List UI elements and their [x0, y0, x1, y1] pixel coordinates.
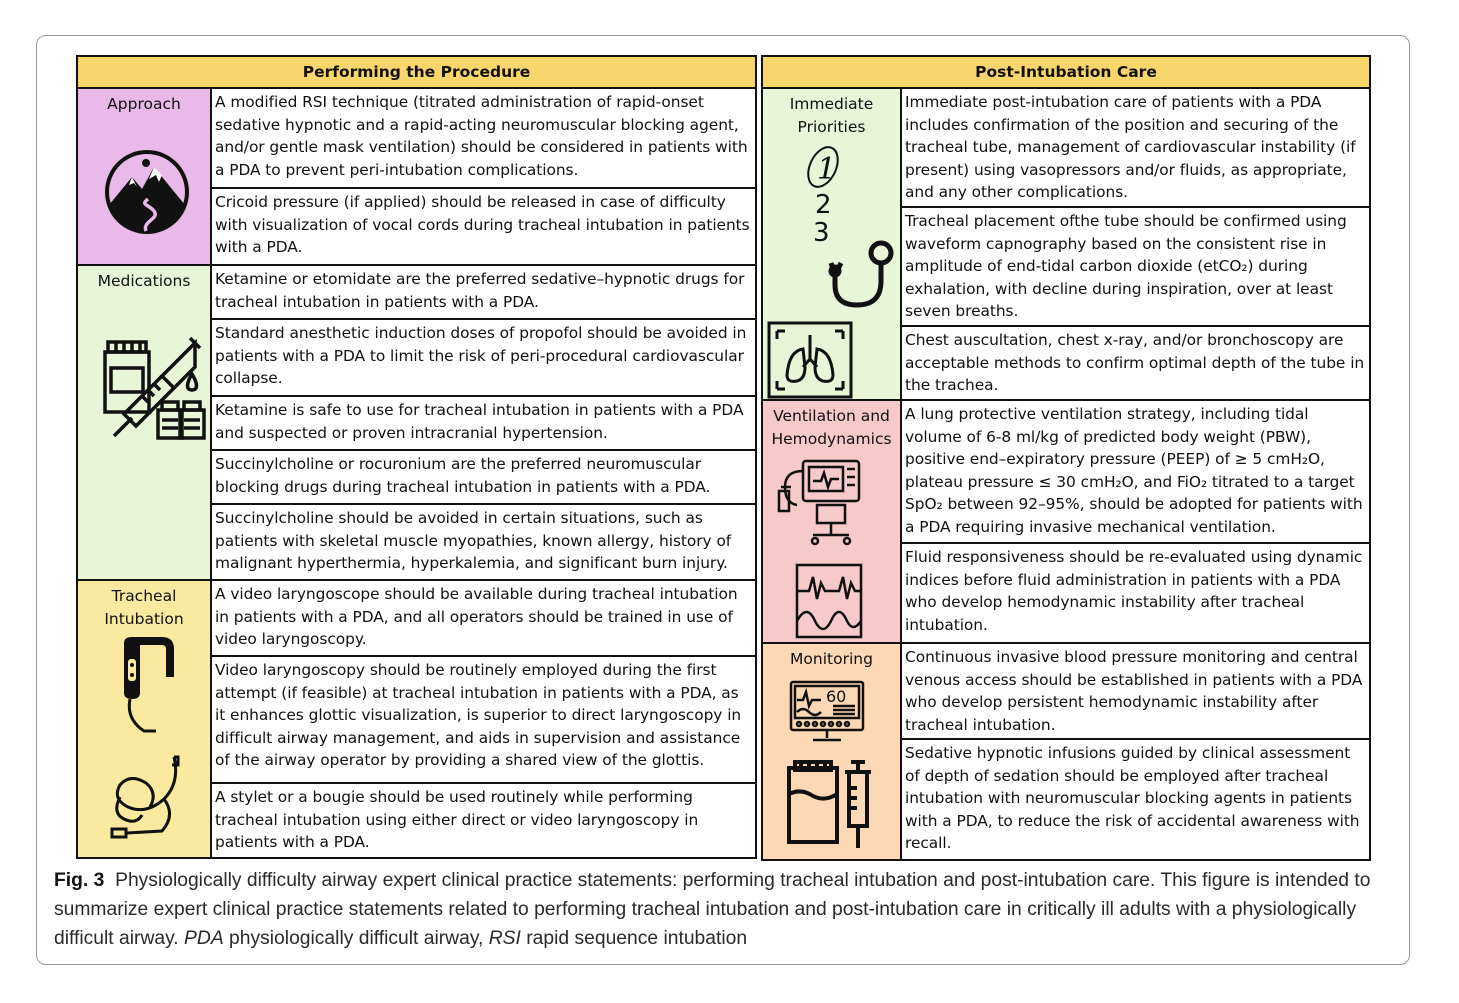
category-label: Ventilation and Hemodynamics: [771, 407, 892, 448]
category-label: Immediate Priorities: [789, 95, 874, 136]
statement: Continuous invasive blood pressure monitoring and central venous access should be established in patients with a PDA who develop persistent hemodynamic instability after tracheal intubation.: [902, 644, 1369, 740]
category-label: Medications: [97, 272, 191, 290]
statement: Video laryngoscopy should be routinely employed during the first attempt (if feasible) at tracheal intubation in patients with a PDA, as it enhances glottic visualization, is superior to direct laryngoscopy in difficult airway management, and aids in supervision and assistance of the airway operator by providing a shared view of the glottis.: [212, 657, 755, 784]
category-ventilation-hemodynamics: [763, 401, 902, 644]
vital-signs-monitor-icon: [789, 680, 865, 744]
stethoscope-icon: [825, 235, 899, 315]
statement: Tracheal placement ofthe tube should be confirmed using waveform capnography based on the consistent rise in amplitude of end-tidal carbon dioxide (etCO₂) during exhalation, with decline during inspiration, over at least seven breaths.: [902, 208, 1369, 327]
statement: Ketamine or etomidate are the preferred sedative–hypnotic drugs for tracheal intubation in patients with a PDA.: [212, 266, 755, 320]
abbr-pda: PDA: [184, 928, 224, 949]
medication-syringe-icon: [102, 332, 207, 444]
statement: Immediate post-intubation care of patients with a PDA includes confirmation of the position and securing of the tracheal tube, management of cardiovascular instability (if present) using vasopressors and/or fluids, as appropriate, and any other complications.: [902, 89, 1369, 208]
endotracheal-tube-icon: [106, 753, 188, 845]
abbr-rsi: RSI: [488, 928, 521, 949]
abbr-rsi-definition: rapid sequence intubation: [526, 928, 748, 949]
statement: Succinylcholine should be avoided in certain situations, such as patients with skeletal muscle myopathies, known allergy, history of malignant hyperthermia, hyperkalemia, and significant burn injury.: [212, 505, 755, 581]
mountain-path-icon: [102, 147, 192, 237]
chest-xray-icon: [767, 321, 853, 399]
statement: A video laryngoscope should be available during tracheal intubation in patients with a PDA, and all operators should be trained in use of video laryngoscopy.: [212, 581, 755, 657]
priority-number-1: 1: [817, 152, 837, 187]
statement: A modified RSI technique (titrated administration of rapid-onset sedative hypnotic and a rapid-acting neuromuscular blocking agent, and/or gentle mask ventilation) should be considered in patients with a PDA to prevent peri-intubation complications.: [212, 89, 755, 189]
infusion-pump-syringe-icon: [785, 758, 879, 852]
statement: Standard anesthetic induction doses of propofol should be avoided in patients with a PDA to limit the risk of peri-procedural cardiovascular collapse.: [212, 320, 755, 397]
category-label: Monitoring: [790, 650, 873, 668]
statement: Sedative hypnotic infusions guided by clinical assessment of depth of sedation should be employed after tracheal intubation with neuromuscular blocking agents in patients with a PDA, to reduce the risk of accidental awareness with recall.: [905, 744, 1360, 853]
heart-rate-value: 60: [826, 687, 847, 706]
category-label: Approach: [107, 95, 181, 113]
ventilator-icon: [777, 457, 863, 547]
abbr-pda-definition: physiologically difficult airway,: [229, 928, 484, 949]
priority-number-2: 2: [815, 190, 832, 220]
category-label: Tracheal Intubation: [104, 587, 184, 628]
category-monitoring: [763, 644, 902, 859]
priority-number-3: 3: [813, 218, 830, 243]
statement: A lung protective ventilation strategy, including tidal volume of 6-8 ml/kg of predicted body weight (PBW), positive end–expiratory pressure (PEEP) of ≥ 5 cmH₂O, plateau pressure ≤ 30 cmH₂O, and FiO₂ titrated to a target SpO₂ between 92–95%, should be adopted for patients with a PDA requiring invasive mechanical ventilation.: [902, 401, 1369, 544]
category-medications: [78, 266, 212, 581]
figure-caption: [54, 866, 1394, 953]
statement: Fluid responsiveness should be re-evaluated using dynamic indices before fluid administration in patients with a PDA who develop hemodynamic instability after tracheal intubation.: [902, 544, 1369, 644]
left-header: Performing the Procedure: [78, 57, 755, 89]
category-tracheal-intubation: [78, 581, 212, 857]
caption-text: Physiologically difficulty airway expert clinical practice statements: performing tracheal intubation and post-intubation care. This figure is intended to summarize expert clinical practice statements related to performing tracheal intubation and post-intubation care in critically ill adults with a physiologically difficult airway.: [54, 870, 1371, 949]
statement: Cricoid pressure (if applied) should be released in case of difficulty with visualization of vocal cords during tracheal intubation in patients with a PDA.: [212, 189, 755, 266]
post-intubation-care-panel: [761, 55, 1371, 861]
category-approach: [78, 89, 212, 266]
statement: Ketamine is safe to use for tracheal intubation in patients with a PDA and suspected or proven intracranial hypertension.: [212, 397, 755, 451]
hemodynamic-waveform-icon: [795, 563, 863, 639]
numbered-list-icon: [801, 143, 851, 243]
statement: Succinylcholine or rocuronium are the preferred neuromuscular blocking drugs during tracheal intubation in patients with a PDA.: [212, 451, 755, 505]
video-laryngoscope-icon: [116, 635, 178, 735]
performing-procedure-panel: [76, 55, 757, 859]
figure-number: Fig. 3: [54, 870, 105, 891]
right-header: Post-Intubation Care: [763, 57, 1369, 89]
category-immediate-priorities: [763, 89, 902, 401]
statement: A stylet or a bougie should be used routinely while performing tracheal intubation using either direct or video laryngoscopy in patients with a PDA.: [215, 788, 699, 852]
statement: Chest auscultation, chest x-ray, and/or bronchoscopy are acceptable methods to confirm optimal depth of the tube in the trachea.: [902, 327, 1369, 401]
